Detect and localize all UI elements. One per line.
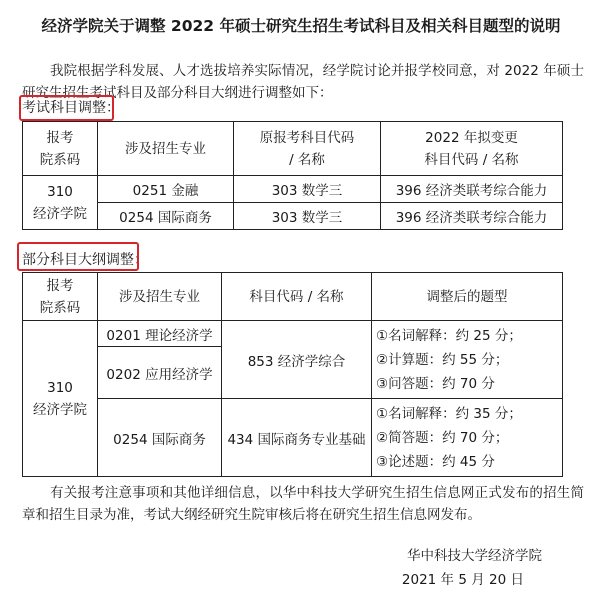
major-cell: 0251 金融 <box>98 176 234 203</box>
subject-cell: 434 国际商务专业基础 <box>222 399 372 477</box>
question-types-cell <box>372 321 563 399</box>
major-cell: 0202 应用经济学 <box>98 347 222 399</box>
subject-cell: 853 经济学综合 <box>222 321 372 399</box>
section2-highlight-box <box>17 242 139 271</box>
major-cell: 0254 国际商务 <box>98 399 222 477</box>
table-header-row <box>23 122 563 176</box>
question-type-item: ③论述题：约 45 分 <box>376 453 495 470</box>
header-major: 涉及招生专业 <box>98 122 234 176</box>
dept-cell: 310 经济学院 <box>23 321 98 477</box>
signature-org: 华中科技大学经济学院 <box>407 548 542 564</box>
question-type-item: ①名词解释：约 25 分； <box>376 327 522 344</box>
document-title: 经济学院关于调整 2022 年硕士研究生招生考试科目及相关科目题型的说明 <box>41 17 561 35</box>
section2-label: 部分科目大纲调整： <box>22 252 148 268</box>
question-type-item: ②计算题：约 55 分； <box>376 351 509 368</box>
major-cell: 0254 国际商务 <box>98 203 234 230</box>
major-cell: 0201 理论经济学 <box>98 321 222 347</box>
header-major: 涉及招生专业 <box>98 273 222 321</box>
question-type-item: ③问答题：约 70 分 <box>376 375 495 392</box>
header-dept: 报考 院系码 <box>23 273 98 321</box>
dept-cell: 310 经济学院 <box>23 176 98 230</box>
new-subject-cell: 396 经济类联考综合能力 <box>381 176 563 203</box>
header-subject: 科目代码 / 名称 <box>222 273 372 321</box>
question-type-item: ①名词解释：约 35 分； <box>376 405 522 422</box>
intro-paragraph: 我院根据学科发展、人才选拔培养实际情况，经学院讨论并报学校同意，对 2022 年硕士研究生招生考试科目及部分科目大纲进行调整如下： <box>22 63 584 101</box>
signature-date: 2021 年 5 月 20 日 <box>401 572 524 588</box>
subject-change-table <box>22 121 563 230</box>
table-row <box>23 321 563 347</box>
header-new-subject: 2022 年拟变更 科目代码 / 名称 <box>381 122 563 176</box>
footer-note: 有关报考注意事项和其他详细信息，以华中科技大学研究生招生信息网正式发布的招生简章和招生目录为准，考试大纲经研究生院审核后将在研究生招生信息网发布。 <box>22 485 584 523</box>
orig-subject-cell: 303 数学三 <box>234 203 381 230</box>
table-row <box>23 203 563 230</box>
section1-label: 考试科目调整： <box>22 100 120 116</box>
header-question-types: 调整后的题型 <box>372 273 563 321</box>
table-header-row <box>23 273 563 321</box>
question-types-cell <box>372 399 563 477</box>
header-dept: 报考 院系码 <box>23 122 98 176</box>
orig-subject-cell: 303 数学三 <box>234 176 381 203</box>
header-orig-subject: 原报考科目代码 / 名称 <box>234 122 381 176</box>
section1-highlight-box <box>19 95 114 121</box>
new-subject-cell: 396 经济类联考综合能力 <box>381 203 563 230</box>
syllabus-change-table <box>22 272 563 477</box>
question-type-item: ②简答题：约 70 分； <box>376 429 509 446</box>
table-row <box>23 176 563 203</box>
table-row <box>23 399 563 477</box>
